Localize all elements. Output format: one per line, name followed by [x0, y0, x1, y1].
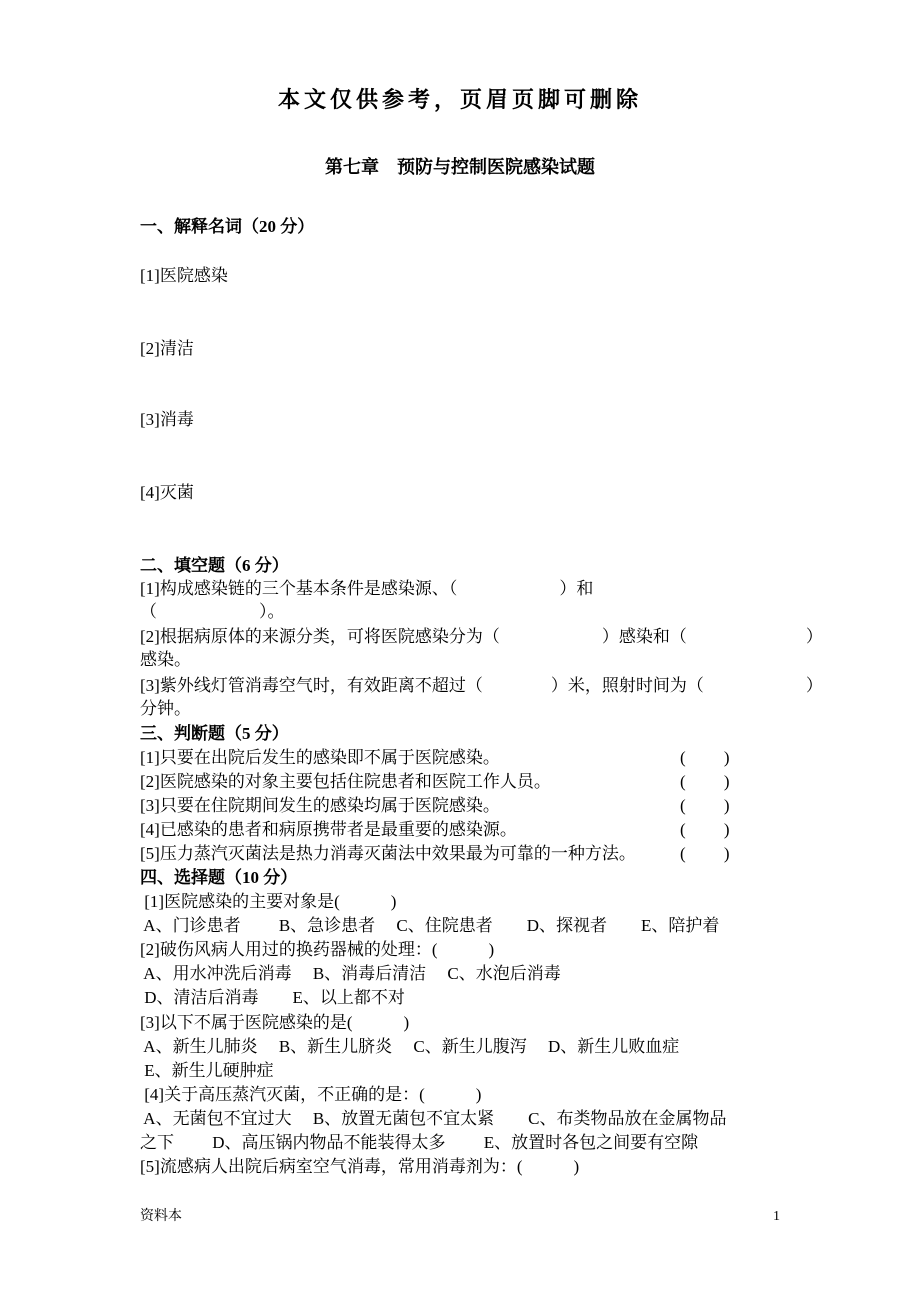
choice-line: 之下 D、高压锅内物品不能装得太多 E、放置时各包之间要有空隙: [140, 1133, 699, 1152]
section-heading: 三、判断题（5 分）: [140, 724, 289, 743]
footer-label: 资料本: [140, 1209, 182, 1224]
choice-line: [3]以下不属于医院感染的是( ): [140, 1013, 410, 1032]
page-number: 1: [773, 1209, 780, 1224]
judge-question: [2]医院感染的对象主要包括住院患者和医院工作人员。: [140, 772, 551, 791]
choice-line: E、新生儿硬肿症: [140, 1061, 274, 1080]
choice-line: [1]医院感染的主要对象是( ): [140, 892, 397, 911]
section-heading: 二、填空题（6 分）: [140, 556, 289, 575]
judge-answer: ( ): [680, 772, 730, 791]
fill-line: 分钟。: [140, 699, 191, 718]
judge-question: [3]只要在住院期间发生的感染均属于医院感染。: [140, 796, 500, 815]
fill-line: [1]构成感染链的三个基本条件是感染源、（ ）和: [140, 579, 594, 598]
page-title: 第七章 预防与控制医院感染试题: [325, 157, 595, 177]
choice-line: A、门诊患者 B、急诊患者 C、住院患者 D、探视者 E、陪护着: [140, 916, 720, 935]
term-item: [1]医院感染: [140, 266, 228, 285]
choice-line: [5]流感病人出院后病室空气消毒，常用消毒剂为：( ): [140, 1157, 580, 1176]
fill-line: [2]根据病原体的来源分类，可将医院感染分为（ ）感染和（ ）: [140, 627, 823, 646]
judge-answer: ( ): [680, 748, 730, 767]
choice-line: A、无菌包不宜过大 B、放置无菌包不宜太紧 C、布类物品放在金属物品: [140, 1109, 727, 1128]
choice-line: A、用水冲洗后消毒 B、消毒后清洁 C、水泡后消毒: [140, 964, 561, 983]
section-heading: 一、解释名词（20 分）: [140, 217, 315, 236]
fill-line: 感染。: [140, 650, 191, 669]
judge-question: [5]压力蒸汽灭菌法是热力消毒灭菌法中效果最为可靠的一种方法。: [140, 844, 636, 863]
judge-answer: ( ): [680, 844, 730, 863]
judge-answer: ( ): [680, 796, 730, 815]
term-item: [3]消毒: [140, 410, 194, 429]
choice-line: A、新生儿肺炎 B、新生儿脐炎 C、新生儿腹泻 D、新生儿败血症: [140, 1037, 680, 1056]
choice-line: D、清洁后消毒 E、以上都不对: [140, 988, 405, 1007]
term-item: [2]清洁: [140, 339, 194, 358]
watermark-header: 本文仅供参考，页眉页脚可删除: [277, 88, 642, 113]
judge-answer: ( ): [680, 820, 730, 839]
fill-line: [3]紫外线灯管消毒空气时，有效距离不超过（ ）米，照射时间为（ ）: [140, 676, 823, 695]
choice-line: [4]关于高压蒸汽灭菌，不正确的是：( ): [140, 1085, 482, 1104]
term-item: [4]灭菌: [140, 483, 194, 502]
section-heading: 四、选择题（10 分）: [140, 868, 298, 887]
judge-question: [4]已感染的患者和病原携带者是最重要的感染源。: [140, 820, 517, 839]
choice-line: [2]破伤风病人用过的换药器械的处理：( ): [140, 940, 495, 959]
judge-question: [1]只要在出院后发生的感染即不属于医院感染。: [140, 748, 500, 767]
fill-line: （ ）。: [140, 602, 285, 621]
